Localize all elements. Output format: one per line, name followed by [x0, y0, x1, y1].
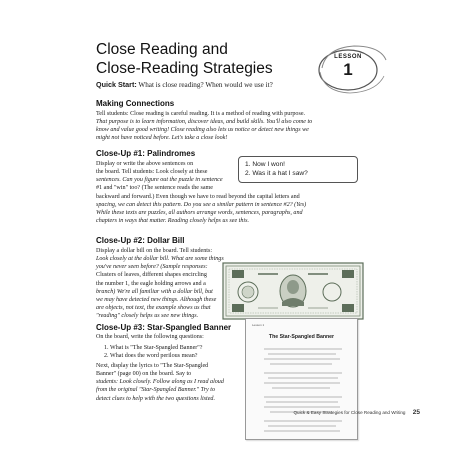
closeup-2-line: "reading" closely helps us see new things.: [96, 313, 199, 320]
closeup-3-question: 1. What is "The Star-Spangled Banner"?: [104, 345, 203, 351]
closeup-1-body-narrow: [96, 160, 236, 193]
palindrome-box: [238, 156, 358, 183]
lesson-label: LESSON: [334, 54, 362, 60]
closeup-2-body: [96, 247, 226, 320]
closeup-2-heading: Close-Up #2: Dollar Bill: [96, 236, 185, 245]
dollar-bill-image: [222, 262, 364, 320]
closeup-1-line: backward and forward.) Even though we have to read beyond the capital letters and: [96, 193, 300, 200]
making-connections-line: Tell students: Close reading is careful reading. It is a method of reading with purpose.: [96, 111, 306, 117]
making-connections-body: [96, 110, 376, 143]
closeup-1-line: chapters in ways that matter. Reading closely helps us see this.: [96, 218, 250, 225]
palindrome-item: 2. Was it a hat I saw?: [245, 170, 308, 177]
handout-top-label: Lesson 1: [252, 323, 265, 327]
palindrome-item: 1. Now I won!: [245, 161, 285, 168]
page-title-line-1: Close Reading and: [96, 41, 228, 58]
closeup-2-line: Display a dollar bill on the board. Tell students:: [96, 248, 213, 254]
page-number: 25: [412, 409, 420, 416]
closeup-2-line: Clusters of leaves, different shapes encircling: [96, 272, 207, 279]
making-connections-line: know and value good writing! Close reading also lets us notice or detect new things we: [96, 127, 309, 134]
closeup-2-line: the number 1, the eagle holding arrows and a: [96, 280, 206, 287]
handout-lyrics-lines: [260, 345, 346, 437]
closeup-3-heading: Close-Up #3: Star-Spangled Banner: [96, 323, 232, 332]
closeup-2-line: Look closely at the dollar bill. What are some things: [96, 256, 224, 263]
making-connections-heading: Making Connections: [96, 99, 175, 108]
page-title: [96, 40, 326, 78]
lyrics-handout-thumbnail: [245, 318, 358, 440]
closeup-2-line: branch) We're all familiar with a dollar bill, but: [96, 288, 213, 295]
lesson-number: 1: [343, 60, 353, 79]
quick-start-label: Quick Start:: [96, 80, 137, 89]
quick-start: [96, 80, 366, 90]
footer-book-title: Quick & Easy Strategies for Close Reading and Writing: [293, 410, 406, 415]
page-title-line-2: Close-Reading Strategies: [96, 60, 273, 77]
closeup-3-line: from the original "Star-Spangled Banner." Try to: [96, 387, 216, 394]
closeup-3-line: Next, display the lyrics to "The Star-Spangled: [96, 363, 209, 369]
closeup-3-intro: On the board, write the following questions:: [96, 334, 204, 340]
closeup-1-body-wide: [96, 193, 376, 226]
closeup-2-line: are objects, not text, the example shows us that: [96, 305, 211, 312]
quick-start-text: What is close reading? When would we use it?: [138, 81, 273, 89]
closeup-1-line: the board. Tell students: Look closely at these: [96, 169, 208, 176]
closeup-3-question: 2. What does the word perilous mean?: [104, 353, 198, 360]
closeup-1-line: #1 and "win" too? (The sentence reads the same: [96, 185, 213, 192]
page-footer: [180, 409, 420, 416]
closeup-1-line: sentences. Can you figure out the puzzle in sentence: [96, 177, 223, 184]
closeup-3-line: Banner" (page 00) on the board. Say to: [96, 371, 192, 378]
closeup-1-line: While these texts are puzzles, all authors arrange words, sentences, paragraphs, and: [96, 209, 303, 216]
closeup-3-line: students: Look closely. Follow along as I read aloud: [96, 379, 224, 386]
closeup-2-line: we may have detected new things. Although these: [96, 296, 217, 303]
making-connections-line: might not have noticed before. Let's take a close look!: [96, 135, 228, 142]
closeup-1-line: Display or write the above sentences on: [96, 161, 194, 167]
making-connections-line: That purpose is to learn information, discover ideas, and build skills. You'll also come to: [96, 119, 313, 126]
closeup-3-line: detect clues to help with the two questions listed.: [96, 395, 215, 402]
closeup-3-body: [96, 362, 236, 403]
handout-title: The Star-Spangled Banner: [268, 334, 335, 340]
closeup-1-heading: Close-Up #1: Palindromes: [96, 149, 196, 158]
closeup-3-questions: [104, 344, 244, 360]
closeup-1-line: spacing, we can detect this pattern. Do you see a similar pattern in sentence #2? (Yes): [96, 201, 307, 208]
closeup-2-line: you've never seen before? (Sample responses:: [96, 264, 208, 271]
